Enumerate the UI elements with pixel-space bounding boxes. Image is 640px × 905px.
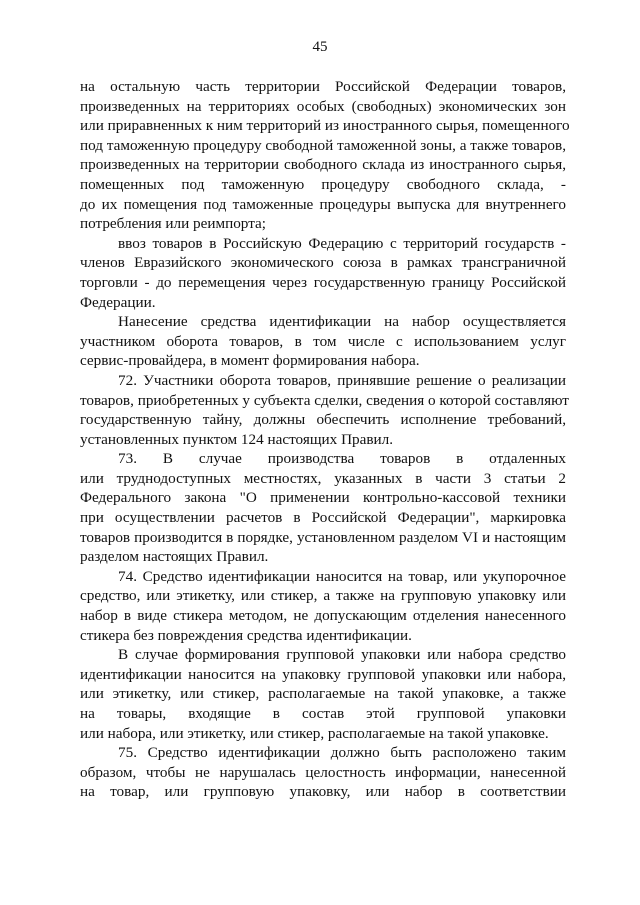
text-line: участником оборота товаров, в том числе с использованием услуг [80, 332, 566, 350]
page-number: 45 [312, 39, 328, 55]
text-line: товаров производится в порядке, установленном разделом VI и настоящим [80, 528, 566, 546]
text-line: установленных пунктом 124 настоящих Правил. [80, 430, 394, 448]
text-line: образом, чтобы не нарушалась целостность информации, нанесенной [80, 763, 566, 781]
text-line: Федерального закона "О применении контрольно-кассовой техники [80, 489, 566, 507]
paragraph [80, 371, 569, 449]
document-body [80, 77, 570, 802]
paragraph [80, 449, 566, 567]
paragraph [80, 567, 566, 645]
text-line: на остальную часть территории Российской Федерации товаров, [80, 78, 566, 95]
paragraph [80, 645, 566, 743]
text-line: на товар, или групповую упаковку, или набор в соответствии [80, 783, 566, 801]
text-line: произведенных на территориях особых (свободных) экономических зон [80, 97, 566, 115]
text-line: Федерации. [80, 293, 156, 311]
paragraph [80, 743, 566, 802]
text-line: произведенных на территории свободного склада из иностранного сырья, [80, 156, 566, 174]
text-line: 75. Средство идентификации должно быть расположено таким [118, 744, 566, 762]
text-line: до их помещения под таможенные процедуры выпуска для внутреннего [80, 195, 566, 213]
paragraph [80, 77, 570, 234]
paragraph [80, 312, 566, 371]
text-line: потребления или реимпорта; [80, 215, 266, 233]
text-line: Нанесение средства идентификации на набор осуществляется [118, 313, 566, 331]
text-line: идентификации наносится на упаковку групповой упаковки или набора, [80, 665, 566, 683]
text-line: 72. Участники оборота товаров, принявшие решение о реализации [118, 371, 566, 389]
text-line: или приравненных к ним территорий из иностранного сырья, помещенного [80, 117, 570, 135]
text-line: стикера без повреждения средства идентификации. [80, 626, 412, 644]
text-line: разделом настоящих Правил. [80, 548, 269, 566]
paragraph [80, 234, 566, 312]
text-line: или набора, или этикетку, или стикер, располагаемые на такой упаковке. [80, 724, 549, 742]
text-line: или этикетку, или стикер, располагаемые на такой упаковке, а также [80, 685, 566, 703]
text-line: 74. Средство идентификации наносится на товар, или укупорочное [118, 567, 566, 585]
text-line: на товары, входящие в состав этой групповой упаковки [80, 705, 566, 722]
text-line: ввоз товаров в Российскую Федерацию с территорий государств - [118, 234, 566, 252]
text-line: товаров, приобретенных у субъекта сделки, сведения о которой составляют [80, 391, 569, 409]
text-line: помещенных под таможенную процедуру свободного склада, - [80, 175, 566, 193]
text-line: сервис-провайдера, в момент формирования набора. [80, 352, 420, 370]
text-line: 73. В случае производства товаров в отдаленных [118, 450, 566, 468]
text-line: или труднодоступных местностях, указанных в части 3 статьи 2 [80, 469, 566, 487]
text-line: под таможенную процедуру свободной таможенной зоны, а также товаров, [80, 136, 566, 154]
text-line: набор в виде стикера методом, не допускающим отделения нанесенного [80, 607, 566, 625]
text-line: торговли - до перемещения через государственную границу Российской [80, 273, 566, 291]
text-line: государственную тайну, должны обеспечить исполнение требований, [80, 411, 566, 429]
text-line: при осуществлении расчетов в Российской Федерации", маркировка [80, 509, 566, 527]
text-line: членов Евразийского экономического союза в рамках трансграничной [80, 254, 566, 272]
text-line: В случае формирования групповой упаковки или набора средство [118, 646, 566, 664]
text-line: средство, или этикетку, или стикер, а также на групповую упаковку или [80, 587, 566, 605]
